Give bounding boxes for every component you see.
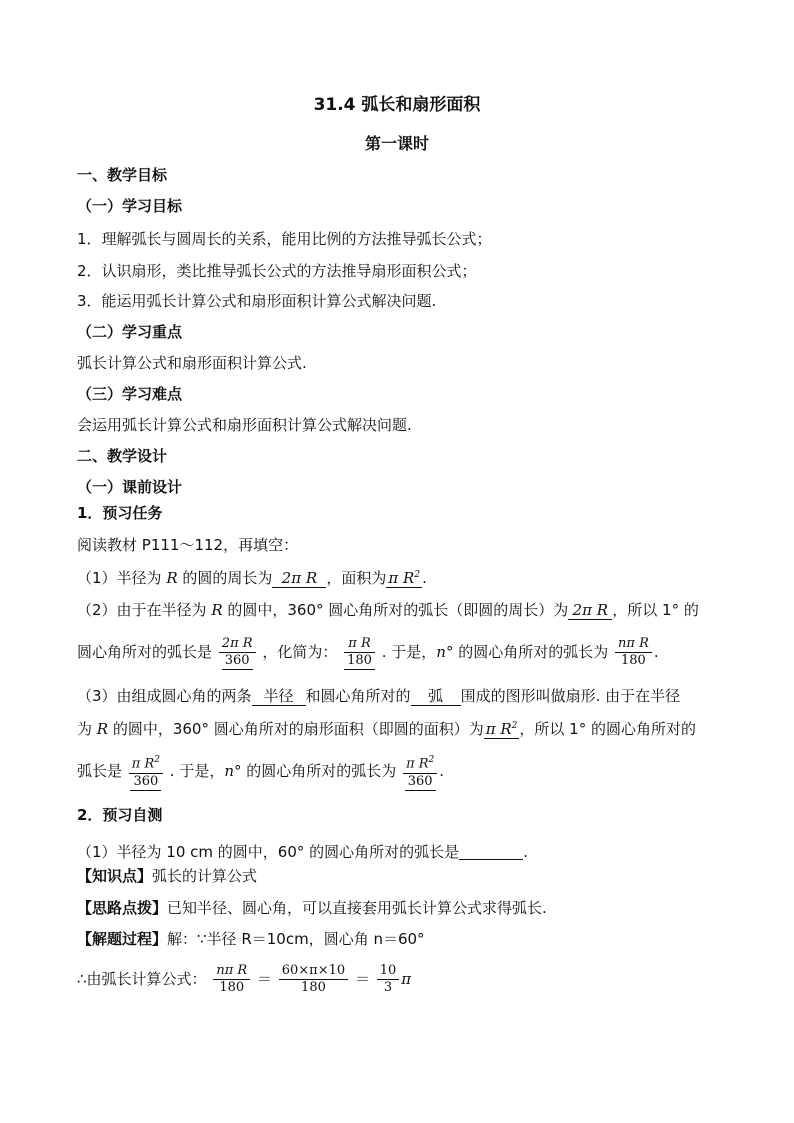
answer-fraction-sector-1-degree: $\frac{\pi R^2}{360}$ xyxy=(129,752,163,790)
answer-circle-area: π $R^2$ xyxy=(484,717,520,739)
goal-item-1: 1．理解弧长与圆周长的关系，能用比例的方法推导弧长公式； xyxy=(77,230,492,248)
subsection-key-points: （二）学习重点 xyxy=(77,323,183,341)
goal-item-2: 2．认识扇形，类比推导弧长公式的方法推导扇形面积公式； xyxy=(77,262,477,280)
answer-fraction-1-degree: $\frac{\text{2π R}}{360}$ xyxy=(219,636,256,670)
solution-calculation: ∴由弧长计算公式： $\frac{\text{nπ R}}{180}$ ＝ $\frac{60\times\pi\times 10}{180}$ ＝ $\frac{10}{3}$ π xyxy=(77,963,412,995)
question-2-line-1: （2）由于在半径为 R 的圆中，360° 圆心角所对的弧长（即圆的周长）为 2π R ，所以 1° 的 xyxy=(77,601,699,619)
answer-fraction-sector-n-degree: $\frac{\pi R^2}{360}$ xyxy=(403,752,437,790)
answer-blank xyxy=(459,843,523,860)
thinking-tip: 【思路点拨】已知半径、圆心角，可以直接套用弧长计算公式求得弧长. xyxy=(77,899,547,917)
key-points-text: 弧长计算公式和扇形面积计算公式. xyxy=(77,354,307,372)
section-heading-objectives: 一、教学目标 xyxy=(77,166,168,184)
subsection-pre-class: （一）课前设计 xyxy=(77,478,183,496)
formula-fraction-result: $\frac{10}{3}$ xyxy=(377,963,400,996)
answer-circumference: 2π R xyxy=(272,569,326,588)
answer-fraction-n-degree: $\frac{\text{nπ R}}{180}$ xyxy=(615,636,652,669)
solution-process: 【解题过程】解：∵半径 R＝10cm，圆心角 n＝60° xyxy=(77,930,425,948)
answer-radius: 半径 xyxy=(252,687,306,706)
question-1: （1）半径为 R 的圆的周长为 2π R ，面积为 π $R^2$ . xyxy=(77,566,427,588)
answer-area: π $R^2$ xyxy=(386,566,422,588)
answer-arc: 弧 xyxy=(411,687,461,706)
question-2-line-2: 圆心角所对的弧长是 $\frac{\text{2π R}}{360}$ ，化简为： $\frac{\text{π R}}{180}$ . 于是，n° 的圆心角所对的弧长为 $\frac{\text{nπ R}}{180}$ . xyxy=(77,635,659,668)
formula-fraction-substituted: $\frac{60\times\pi\times 10}{180}$ xyxy=(279,963,348,996)
subsection-learning-goals: （一）学习目标 xyxy=(77,197,183,215)
page-subtitle: 第一课时 xyxy=(364,134,429,153)
preview-task-heading: 1．预习任务 xyxy=(77,504,163,522)
goal-item-3: 3．能运用弧长计算公式和扇形面积计算公式解决问题. xyxy=(77,292,437,310)
self-test-heading: 2．预习自测 xyxy=(77,806,163,824)
formula-fraction-general: $\frac{\text{nπ R}}{180}$ xyxy=(213,963,250,996)
difficulties-text: 会运用弧长计算公式和扇形面积计算公式解决问题. xyxy=(77,416,412,434)
answer-circle-length: 2π R xyxy=(568,601,612,620)
subsection-difficulties: （三）学习难点 xyxy=(77,385,183,403)
self-test-question-1: （1）半径为 10 cm 的圆中，60° 的圆心角所对的弧长是 . xyxy=(77,843,528,861)
question-3-line-1: （3）由组成圆心角的两条 半径 和圆心角所对的 弧 围成的图形叫做扇形. 由于在半径 xyxy=(77,687,681,705)
reading-instruction: 阅读教材 P111～112，再填空： xyxy=(77,536,299,554)
section-heading-design: 二、教学设计 xyxy=(77,447,168,465)
page-title: 31.4 弧长和扇形面积 xyxy=(313,95,481,115)
question-3-line-3: 弧长是 $\frac{\pi R^2}{360}$ . 于是，n° 的圆心角所对的弧长为 $\frac{\pi R^2}{360}$ . xyxy=(77,750,444,792)
question-3-line-2: 为 R 的圆中，360° 圆心角所对的扇形面积（即圆的面积）为 π $R^2$ ，所以 1° 的圆心角所对的 xyxy=(77,717,696,739)
knowledge-point: 【知识点】弧长的计算公式 xyxy=(77,867,258,885)
answer-fraction-simplified: $\frac{\text{π R}}{180}$ xyxy=(344,636,375,670)
